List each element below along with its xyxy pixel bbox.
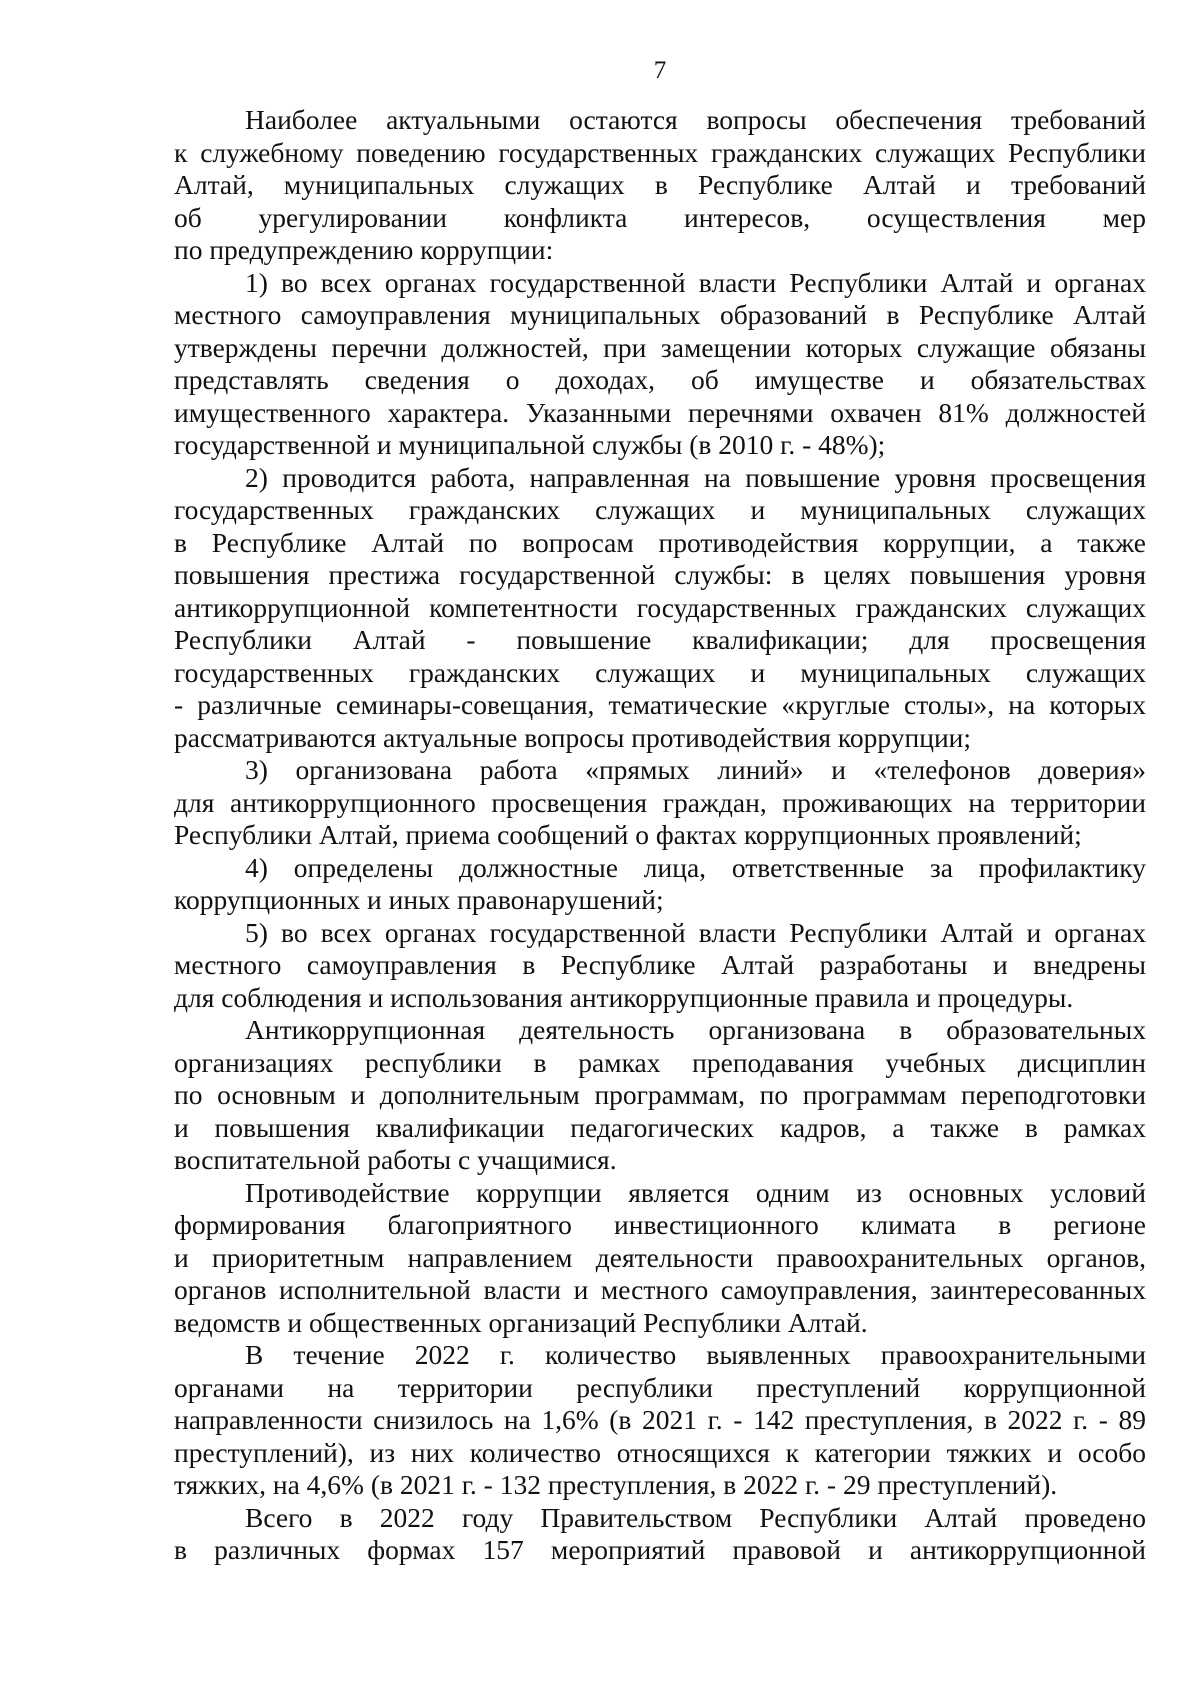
text-line: органов исполнительной власти и местного самоуправления, заинтересованных — [174, 1274, 1146, 1305]
page-number: 7 — [653, 57, 667, 84]
text-line: имущественного характера. Указанными перечнями охвачен 81% должностей — [174, 396, 1146, 428]
text-line: и повышения квалификации педагогических кадров, а также в рамках — [174, 1111, 1146, 1143]
paragraph-6 — [174, 917, 1146, 1015]
text-line: - различные семинары-совещания, тематические «круглые столы», на которых — [174, 689, 1146, 720]
text-line: по основным и дополнительным программам, по программам переподготовки — [174, 1079, 1146, 1110]
text-line: для соблюдения и использования антикоррупционные правила и процедуры. — [174, 981, 1074, 1013]
text-line: рассматриваются актуальные вопросы противодействия коррупции; — [174, 721, 972, 753]
text-line: коррупционных и иных правонарушений; — [174, 884, 664, 915]
text-line: в различных формах 157 мероприятий правовой и антикоррупционной — [174, 1534, 1146, 1565]
paragraph-5 — [174, 852, 1146, 917]
paragraph-1 — [174, 104, 1146, 267]
text-line: местного самоуправления муниципальных образований в Республике Алтай — [174, 299, 1146, 330]
text-line: формирования благоприятного инвестиционного климата в регионе — [174, 1209, 1146, 1240]
text-line: по предупреждению коррупции: — [174, 234, 554, 265]
text-line: организациях республики в рамках преподавания учебных дисциплин — [174, 1046, 1146, 1078]
text-line: и приоритетным направлением деятельности правоохранительных органов, — [174, 1241, 1146, 1273]
text-line: для антикоррупционного просвещения граждан, проживающих на территории — [174, 786, 1146, 818]
text-line: 1) во всех органах государственной власти Республики Алтай и органах — [245, 266, 1146, 298]
text-line: органами на территории республики преступлений коррупционной — [174, 1371, 1146, 1403]
text-line: государственных гражданских служащих и муниципальных служащих — [174, 656, 1146, 688]
text-line: преступлений), из них количество относящихся к категории тяжких и особо — [174, 1436, 1146, 1468]
paragraph-3 — [174, 462, 1146, 755]
paragraph-2 — [174, 267, 1146, 462]
text-line: государственной и муниципальной службы (в 2010 г. - 48%); — [174, 429, 886, 460]
text-line: 4) определены должностные лица, ответственные за профилактику — [245, 851, 1146, 883]
text-line: В течение 2022 г. количество выявленных правоохранительными — [245, 1339, 1146, 1370]
text-line: 2) проводится работа, направленная на повышение уровня просвещения — [245, 461, 1146, 493]
text-line: направленности снизилось на 1,6% (в 2021 г. - 142 преступления, в 2022 г. - 89 — [174, 1404, 1146, 1435]
text-line: Республики Алтай - повышение квалификации; для просвещения — [174, 624, 1146, 655]
document-body — [174, 104, 1146, 1567]
text-line: ведомств и общественных организаций Республики Алтай. — [174, 1306, 868, 1338]
text-line: об урегулировании конфликта интересов, осуществления мер — [174, 201, 1146, 233]
text-line: антикоррупционной компетентности государственных гражданских служащих — [174, 591, 1146, 623]
text-line: представлять сведения о доходах, об имуществе и обязательствах — [174, 364, 1146, 395]
paragraph-10 — [174, 1502, 1146, 1567]
text-line: повышения престижа государственной службы: в целях повышения уровня — [174, 559, 1146, 590]
text-line: местного самоуправления в Республике Алтай разработаны и внедрены — [174, 949, 1146, 980]
text-line: Антикоррупционная деятельность организована в образовательных — [245, 1014, 1146, 1045]
text-line: Всего в 2022 году Правительством Республики Алтай проведено — [245, 1501, 1146, 1533]
text-line: Республики Алтай, приема сообщений о фактах коррупционных проявлений; — [174, 819, 1082, 850]
text-line: воспитательной работы с учащимися. — [174, 1144, 617, 1175]
paragraph-4 — [174, 754, 1146, 852]
text-line: Противодействие коррупции является одним из основных условий — [245, 1176, 1146, 1208]
text-line: 5) во всех органах государственной власти Республики Алтай и органах — [245, 916, 1146, 948]
text-line: Наиболее актуальными остаются вопросы обеспечения требований — [245, 104, 1146, 135]
text-line: к служебному поведению государственных гражданских служащих Республики — [174, 136, 1146, 168]
paragraph-9 — [174, 1339, 1146, 1502]
text-line: Алтай, муниципальных служащих в Республике Алтай и требований — [174, 169, 1146, 200]
paragraph-7 — [174, 1014, 1146, 1177]
text-line: государственных гражданских служащих и муниципальных служащих — [174, 494, 1146, 525]
text-line: утверждены перечни должностей, при замещении которых служащие обязаны — [174, 331, 1146, 363]
paragraph-8 — [174, 1177, 1146, 1340]
text-line: тяжких, на 4,6% (в 2021 г. - 132 преступления, в 2022 г. - 29 преступлений). — [174, 1469, 1058, 1500]
text-line: 3) организована работа «прямых линий» и «телефонов доверия» — [245, 754, 1146, 785]
text-line: в Республике Алтай по вопросам противодействия коррупции, а также — [174, 526, 1146, 558]
